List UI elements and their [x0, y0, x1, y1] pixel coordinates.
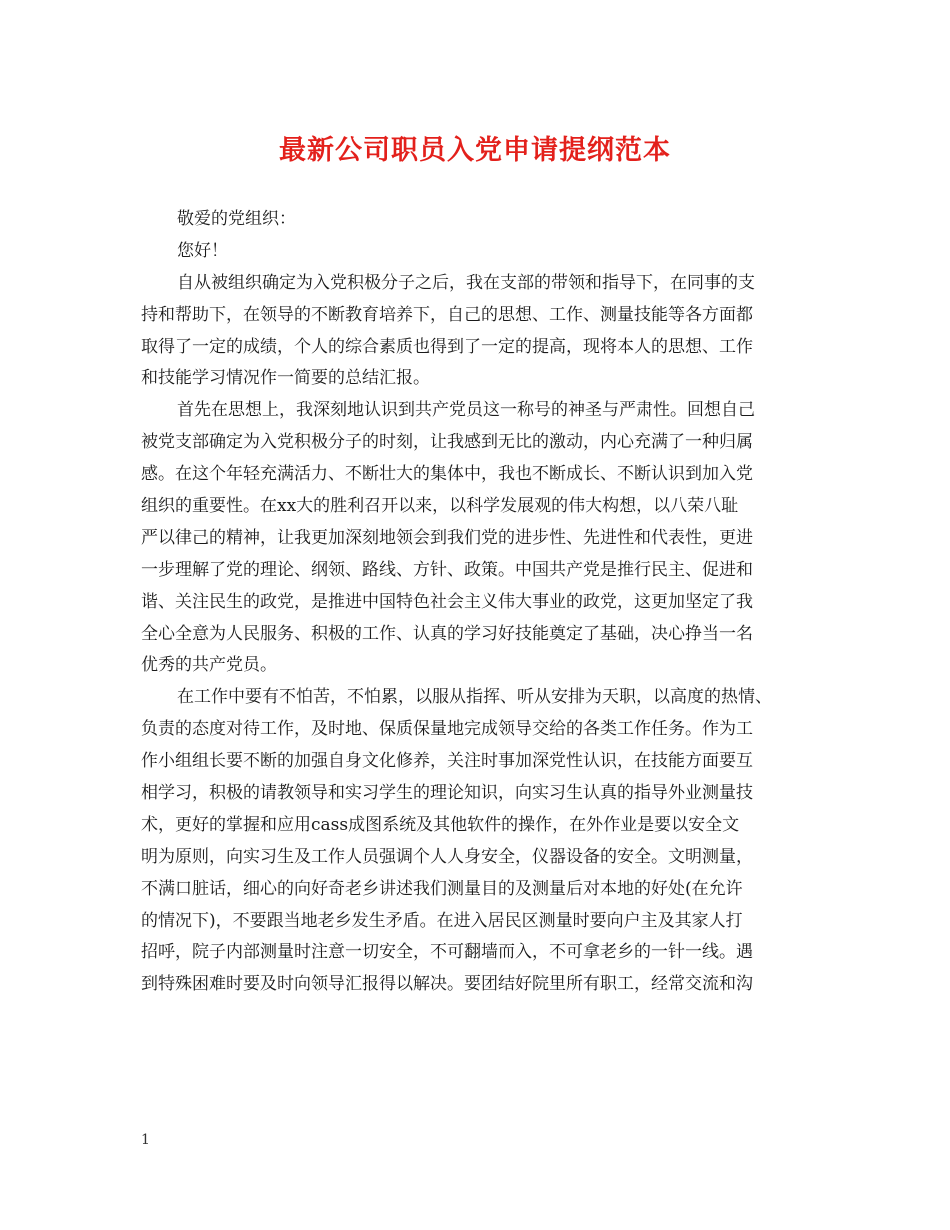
text-line: 的情况下)，不要跟当地老乡发生矛盾。在进入居民区测量时要向户主及其家人打 [141, 910, 743, 931]
text-line: 严以律己的精神，让我更加深刻地领会到我们党的进步性、先进性和代表性，更进 [141, 527, 753, 548]
text-line: 在工作中要有不怕苦，不怕累，以服从指挥、听从安排为天职，以高度的热情、 [177, 687, 772, 708]
text-line: 全心全意为人民服务、积极的工作、认真的学习好技能奠定了基础，决心挣当一名 [141, 623, 753, 644]
text-line: 作小组组长要不断的加强自身文化修养，关注时事加深党性认识，在技能方面要互 [141, 751, 753, 772]
text-line: 持和帮助下，在领导的不断教育培养下，自己的思想、工作、测量技能等各方面都 [141, 304, 753, 325]
text-line: 一步理解了党的理论、纲领、路线、方针、政策。中国共产党是推行民主、促进和 [141, 559, 753, 580]
body-text [141, 204, 813, 1001]
text-line: 敬爱的党组织： [177, 209, 296, 229]
page-number: 1 [141, 1132, 150, 1148]
page-title: 最新公司职员入党申请提纲范本 [279, 135, 671, 166]
text-line: 组织的重要性。在xx大的胜利召开以来，以科学发展观的伟大构想，以八荣八耻 [141, 496, 739, 517]
text-line: 不满口脏话，细心的向好奇老乡讲述我们测量目的及测量后对本地的好处(在允许 [141, 878, 743, 899]
text-line: 明为原则，向实习生及工作人员强调个人人身安全，仪器设备的安全。文明测量， [141, 846, 753, 867]
text-line: 招呼，院子内部测量时注意一切安全，不可翻墙而入，不可拿老乡的一针一线。遇 [141, 942, 753, 963]
text-line: 相学习，积极的请教领导和实习学生的理论知识，向实习生认真的指导外业测量技 [141, 783, 753, 804]
text-line: 负责的态度对待工作，及时地、保质保量地完成领导交给的各类工作任务。作为工 [141, 719, 753, 740]
text-line: 取得了一定的成绩，个人的综合素质也得到了一定的提高，现将本人的思想、工作 [141, 336, 753, 357]
text-line: 自从被组织确定为入党积极分子之后，我在支部的带领和指导下，在同事的支 [177, 272, 755, 293]
text-line: 术，更好的掌握和应用cass成图系统及其他软件的操作，在外作业是要以安全文 [141, 814, 740, 835]
text-line: 感。在这个年轻充满活力、不断壮大的集体中，我也不断成长、不断认识到加入党 [141, 464, 753, 485]
text-line: 到特殊困难时要及时向领导汇报得以解决。要团结好院里所有职工，经常交流和沟 [141, 974, 753, 995]
text-line: 被党支部确定为入党积极分子的时刻，让我感到无比的激动，内心充满了一种归属 [141, 432, 753, 453]
text-line: 首先在思想上，我深刻地认识到共产党员这一称号的神圣与严肃性。回想自己 [177, 400, 755, 421]
text-line: 优秀的共产党员。 [141, 655, 277, 676]
text-line: 谐、关注民生的政党，是推进中国特色社会主义伟大事业的政党，这更加坚定了我 [141, 591, 753, 612]
text-line: 您好！ [177, 240, 228, 261]
text-line: 和技能学习情况作一简要的总结汇报。 [141, 368, 430, 389]
